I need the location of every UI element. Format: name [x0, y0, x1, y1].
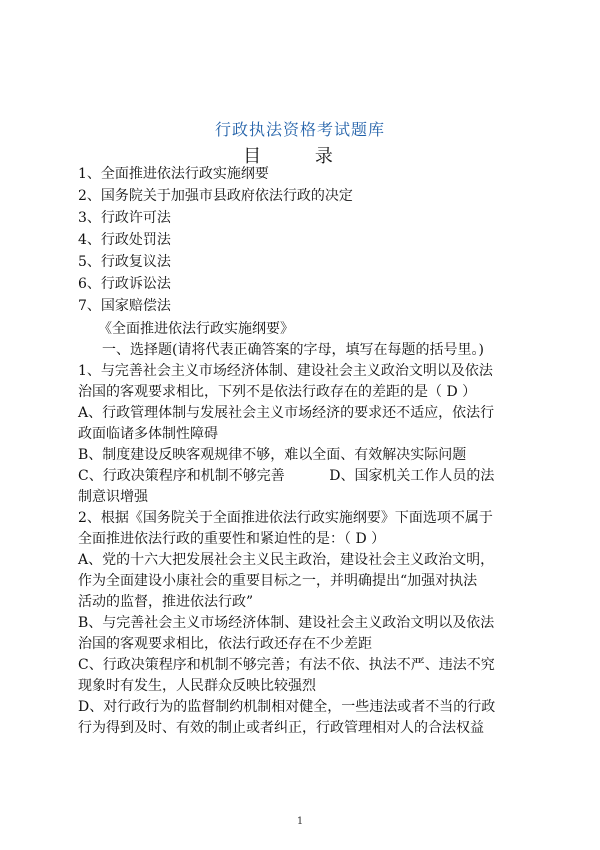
option-text: 行为得到及时、有效的制止或者纠正，行政管理相对人的合法权益: [78, 720, 484, 736]
option-text: C、行政决策程序和机制不够完善 D、国家机关工作人员的法: [78, 468, 495, 484]
option-text: C、行政决策程序和机制不够完善；有法不依、执法不严、违法不究: [78, 657, 495, 673]
question-text: 全面推进依法行政的重要性和紧迫性的是：（ D ）: [78, 531, 386, 547]
toc-item: 1、全面推进依法行政实施纲要: [78, 166, 269, 182]
option-text: A、行政管理体制与发展社会主义市场经济的要求还不适应，依法行: [78, 405, 495, 421]
option-text: 制意识增强: [78, 489, 148, 505]
toc-item: 4、行政处罚法: [78, 232, 171, 248]
question-2: [78, 508, 528, 739]
option-text: 现象时有发生，人民群众反映比较强烈: [78, 678, 316, 694]
toc-item: 7、国家赔偿法: [78, 298, 171, 314]
document-title: 行政执法资格考试题库: [214, 120, 385, 139]
toc-item: 5、行政复议法: [78, 254, 171, 270]
toc-item: 2、国务院关于加强市县政府依法行政的决定: [78, 188, 353, 204]
option-text: D、对行政行为的监督制约机制相对健全，一些违法或者不当的行政: [78, 699, 496, 715]
option-text: B、制度建设反映客观规律不够，难以全面、有效解决实际问题: [78, 447, 467, 463]
table-of-contents: [78, 163, 528, 317]
toc-item: 3、行政许可法: [78, 210, 171, 226]
section-title: 《全面推进依法行政实施纲要》: [98, 321, 294, 337]
exam-content: [78, 319, 528, 739]
option-text: 活动的监督，推进依法行政”: [78, 594, 254, 610]
question-text: 治国的客观要求相比，下列不是依法行政存在的差距的是（ D ）: [78, 384, 477, 400]
option-text: 作为全面建设小康社会的重要目标之一，并明确提出“加强对执法: [78, 573, 478, 589]
option-text: B、与完善社会主义市场经济体制、建设社会主义政治文明以及依法: [78, 615, 495, 631]
question-1: [78, 361, 528, 508]
page-number: 1: [296, 816, 304, 827]
question-text: 1、与完善社会主义市场经济体制、建设社会主义政治文明以及依法: [78, 363, 493, 379]
option-text: 治国的客观要求相比，依法行政还存在不少差距: [78, 636, 372, 652]
option-text: A、党的十六大把发展社会主义民主政治，建设社会主义政治文明，: [78, 552, 495, 568]
question-text: 2、根据《国务院关于全面推进依法行政实施纲要》下面选项不属于: [78, 510, 493, 526]
toc-item: 6、行政诉讼法: [78, 276, 171, 292]
toc-heading: 目 录: [243, 146, 357, 167]
option-text: 政面临诸多体制性障碍: [78, 426, 218, 442]
instruction: 一、选择题(请将代表正确答案的字母，填写在每题的括号里。): [102, 342, 484, 358]
